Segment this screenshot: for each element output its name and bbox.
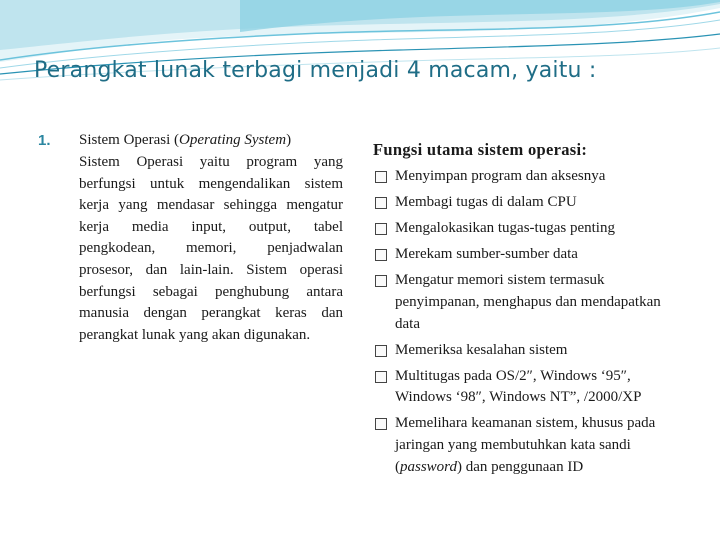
slide-title: Perangkat lunak terbagi menjadi 4 macam, yaitu :	[34, 58, 597, 83]
os-heading-english: Operating System	[178, 132, 287, 148]
checkbox-bullet-icon	[375, 345, 387, 357]
checkbox-bullet-icon	[375, 223, 387, 235]
right-column	[373, 140, 683, 483]
checkbox-bullet-icon	[375, 249, 387, 261]
checkbox-bullet-icon	[375, 171, 387, 183]
checkbox-bullet-icon	[375, 371, 387, 383]
list-number: 1.	[38, 132, 51, 149]
checkbox-bullet-icon	[375, 418, 387, 430]
checkbox-bullet-icon	[375, 197, 387, 209]
list-item: Menyimpan program dan aksesnya	[373, 166, 683, 188]
list-item: Merekam sumber-sumber data	[373, 244, 683, 266]
functions-list	[373, 166, 683, 478]
decorative-wave-header	[0, 0, 720, 100]
functions-heading: Fungsi utama sistem operasi:	[373, 140, 588, 159]
os-description: Sistem Operasi yaitu program yang berfungsi untuk mengendalikan sistem kerja yang mendasar sehingga mengatur kerja media input, output, tabel pengkodean, memori, penjadwalan prosesor, dan lain-lain. Sistem operasi berfungsi sebagai penghubung antara manusia dengan perangkat keras dan perangkat lunak yang akan digunakan.	[79, 154, 343, 343]
left-column	[38, 132, 343, 346]
list-item: Memelihara keamanan sistem, khusus pada jaringan yang membutuhkan kata sandi (password) dan penggunaan ID	[373, 413, 683, 478]
checkbox-bullet-icon	[375, 275, 387, 287]
list-item: Multitugas pada OS/2″, Windows ‘95″, Windows ‘98″, Windows NT”, /2000/XP	[373, 366, 683, 409]
list-item: Mengatur memori sistem termasuk penyimpanan, menghapus dan mendapatkan data	[373, 270, 683, 335]
list-item: Mengalokasikan tugas-tugas penting	[373, 218, 683, 240]
list-item: Membagi tugas di dalam CPU	[373, 192, 683, 214]
list-item: Memeriksa kesalahan sistem	[373, 340, 683, 362]
os-heading: Sistem Operasi (Operating System)	[79, 132, 292, 148]
